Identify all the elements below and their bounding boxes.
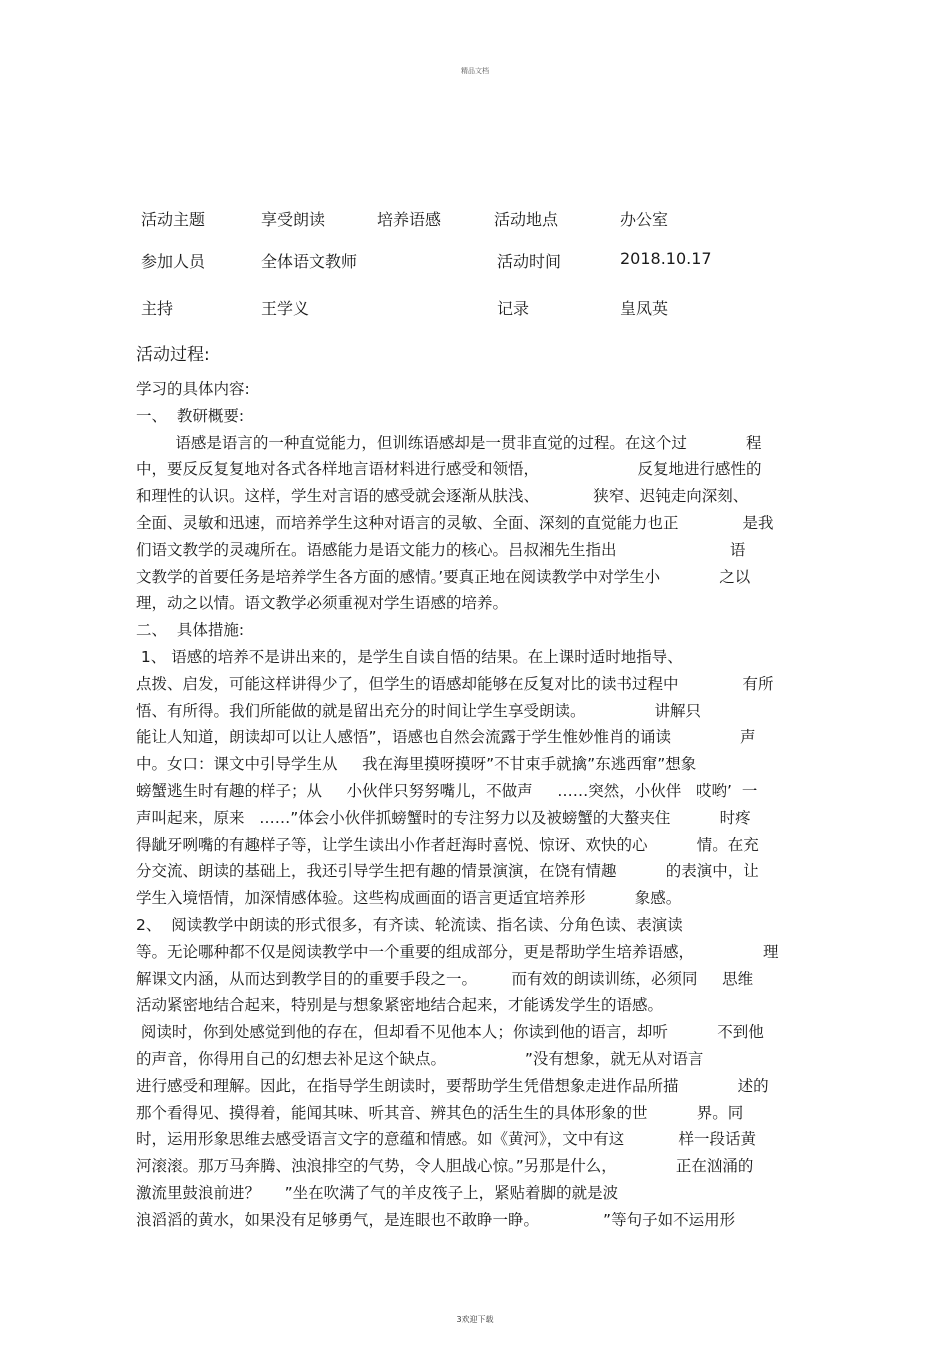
label-recorder: 记录: [497, 299, 530, 318]
info-row-theme: [0, 207, 950, 231]
body-line: 们语文教学的灵魂所在。语感能力是语文能力的核心。吕叔湘先生指出 语: [136, 540, 746, 559]
activity-theme-part2: 培养语感: [377, 210, 442, 229]
body-line: 悟、有所得。我们所能做的就是留出充分的时间让学生享受朗读。 讲解只: [136, 701, 701, 720]
body-line: 激流里鼓浪前进？ ”坐在吹满了气的羊皮筏子上，紧贴着脚的就是波: [136, 1183, 619, 1202]
body-line: 语感是语言的一种直觉能力，但训练语感却是一贯非直觉的过程。在这个过 程: [136, 433, 762, 452]
body-line: 进行感受和理解。因此，在指导学生朗读时，要帮助学生凭借想象走进作品所描 述的: [136, 1076, 769, 1095]
body-line: 浪滔滔的黄水，如果没有足够勇气，是连眼也不敢睁一睁。 ”等句子如不运用形: [136, 1210, 736, 1229]
recorder-name: 皇凤英: [620, 299, 669, 318]
body-line: 时，运用形象思维去感受语言文字的意蕴和情感。如《黄河》，文中有这 样一段话黄: [136, 1130, 756, 1149]
body-line: 全面、灵敏和迅速，而培养学生这种对语言的灵敏、全面、深刻的直觉能力也正 是我: [136, 513, 774, 532]
activity-time: 2018.10.17: [620, 249, 712, 268]
body-line: 阅读时，你到处感觉到他的存在，但却看不见他本人；你读到他的语言，却听 不到他: [136, 1023, 764, 1042]
body-line: 那个看得见、摸得着，能闻其味、听其音、辨其色的活生生的具体形象的世 界。同: [136, 1103, 744, 1122]
body-line: 1、 语感的培养不是讲出来的，是学生自读自悟的结果。在上课时适时地指导、: [136, 647, 683, 666]
body-line: 中。女口：课文中引导学生从 我在海里摸呀摸呀”不甘束手就擒”东逃西窜”想象: [136, 755, 697, 774]
body-line: 2、 阅读教学中朗读的形式很多，有齐读、轮流读、指名读、分角色读、表演读: [136, 915, 683, 934]
page-header-watermark: 精品文档: [461, 67, 489, 75]
info-row-participants: [0, 249, 950, 273]
body-line: 学习的具体内容:: [136, 380, 250, 398]
activity-theme-part1: 享受朗读: [261, 210, 326, 229]
document-body: [136, 376, 816, 1234]
body-line: 和理性的认识。这样，学生对言语的感受就会逐渐从肤浅、 狭窄、迟钝走向深刻、: [136, 487, 749, 506]
body-line: 等。无论哪种都不仅是阅读教学中一个重要的组成部分，更是帮助学生培养语感， 理: [136, 942, 779, 961]
body-line: 点拨、启发，可能这样讲得少了，但学生的语感却能够在反复对比的读书过程中 有所: [136, 674, 774, 693]
body-line: 活动紧密地结合起来，特别是与想象紧密地结合起来，才能诱发学生的语感。: [136, 996, 664, 1015]
activity-place: 办公室: [620, 210, 669, 229]
body-line: 解课文内涵，从而达到教学目的的重要手段之一。 而有效的朗读训练，必须同 思维: [136, 969, 754, 988]
host-name: 王学义: [261, 299, 310, 318]
body-line: 得龇牙咧嘴的有趣样子等，让学生读出小作者赶海时喜悦、惊讶、欢快的心 情。在充: [136, 835, 759, 854]
page-footer: 3欢迎下载: [456, 1315, 494, 1324]
label-activity-time: 活动时间: [497, 252, 562, 271]
body-line: 一、 教研概要:: [136, 406, 245, 425]
body-line: 螃蟹逃生时有趣的样子；从 小伙伴只努努嘴儿，不做声 ……突然，小伙伴 哎哟’ 一: [136, 781, 758, 800]
body-line: 学生入境悟情，加深情感体验。这些构成画面的语言更适宜培养形 象感。: [136, 889, 682, 908]
body-line: 二、 具体措施:: [136, 621, 245, 640]
label-participants: 参加人员: [141, 252, 206, 271]
info-row-host: [0, 296, 950, 320]
activity-process-title: 活动过程:: [136, 345, 210, 365]
body-line: 河滚滚。那万马奔腾、浊浪排空的气势，令人胆战心惊。”另那是什么， 正在汹涌的: [136, 1157, 754, 1176]
body-line: 声叫起来，原来 ……”体会小伙伴抓螃蟹时的专注努力以及被螃蟹的大螯夹住 时疼: [136, 808, 751, 827]
label-activity-theme: 活动主题: [141, 210, 206, 229]
body-line: 中，要反反复复地对各式各样地言语材料进行感受和领悟， 反复地进行感性的: [136, 460, 762, 479]
label-host: 主持: [141, 299, 174, 318]
participants: 全体语文教师: [261, 252, 358, 271]
body-line: 理，动之以情。语文教学必须重视对学生语感的培养。: [136, 594, 509, 613]
body-line: 文教学的首要任务是培养学生各方面的感情。’要真正地在阅读教学中对学生小 之以: [136, 567, 751, 586]
label-activity-place: 活动地点: [494, 210, 559, 229]
body-line: 能让人知道，朗读却可以让人感悟”，语感也自然会流露于学生惟妙惟肖的诵读 声: [136, 728, 756, 747]
body-line: 分交流、朗读的基础上，我还引导学生把有趣的情景演演，在饶有情趣 的表演中，让: [136, 862, 759, 881]
body-line: 的声音，你得用自己的幻想去补足这个缺点。 ”没有想象，就无从对语言: [136, 1049, 704, 1068]
